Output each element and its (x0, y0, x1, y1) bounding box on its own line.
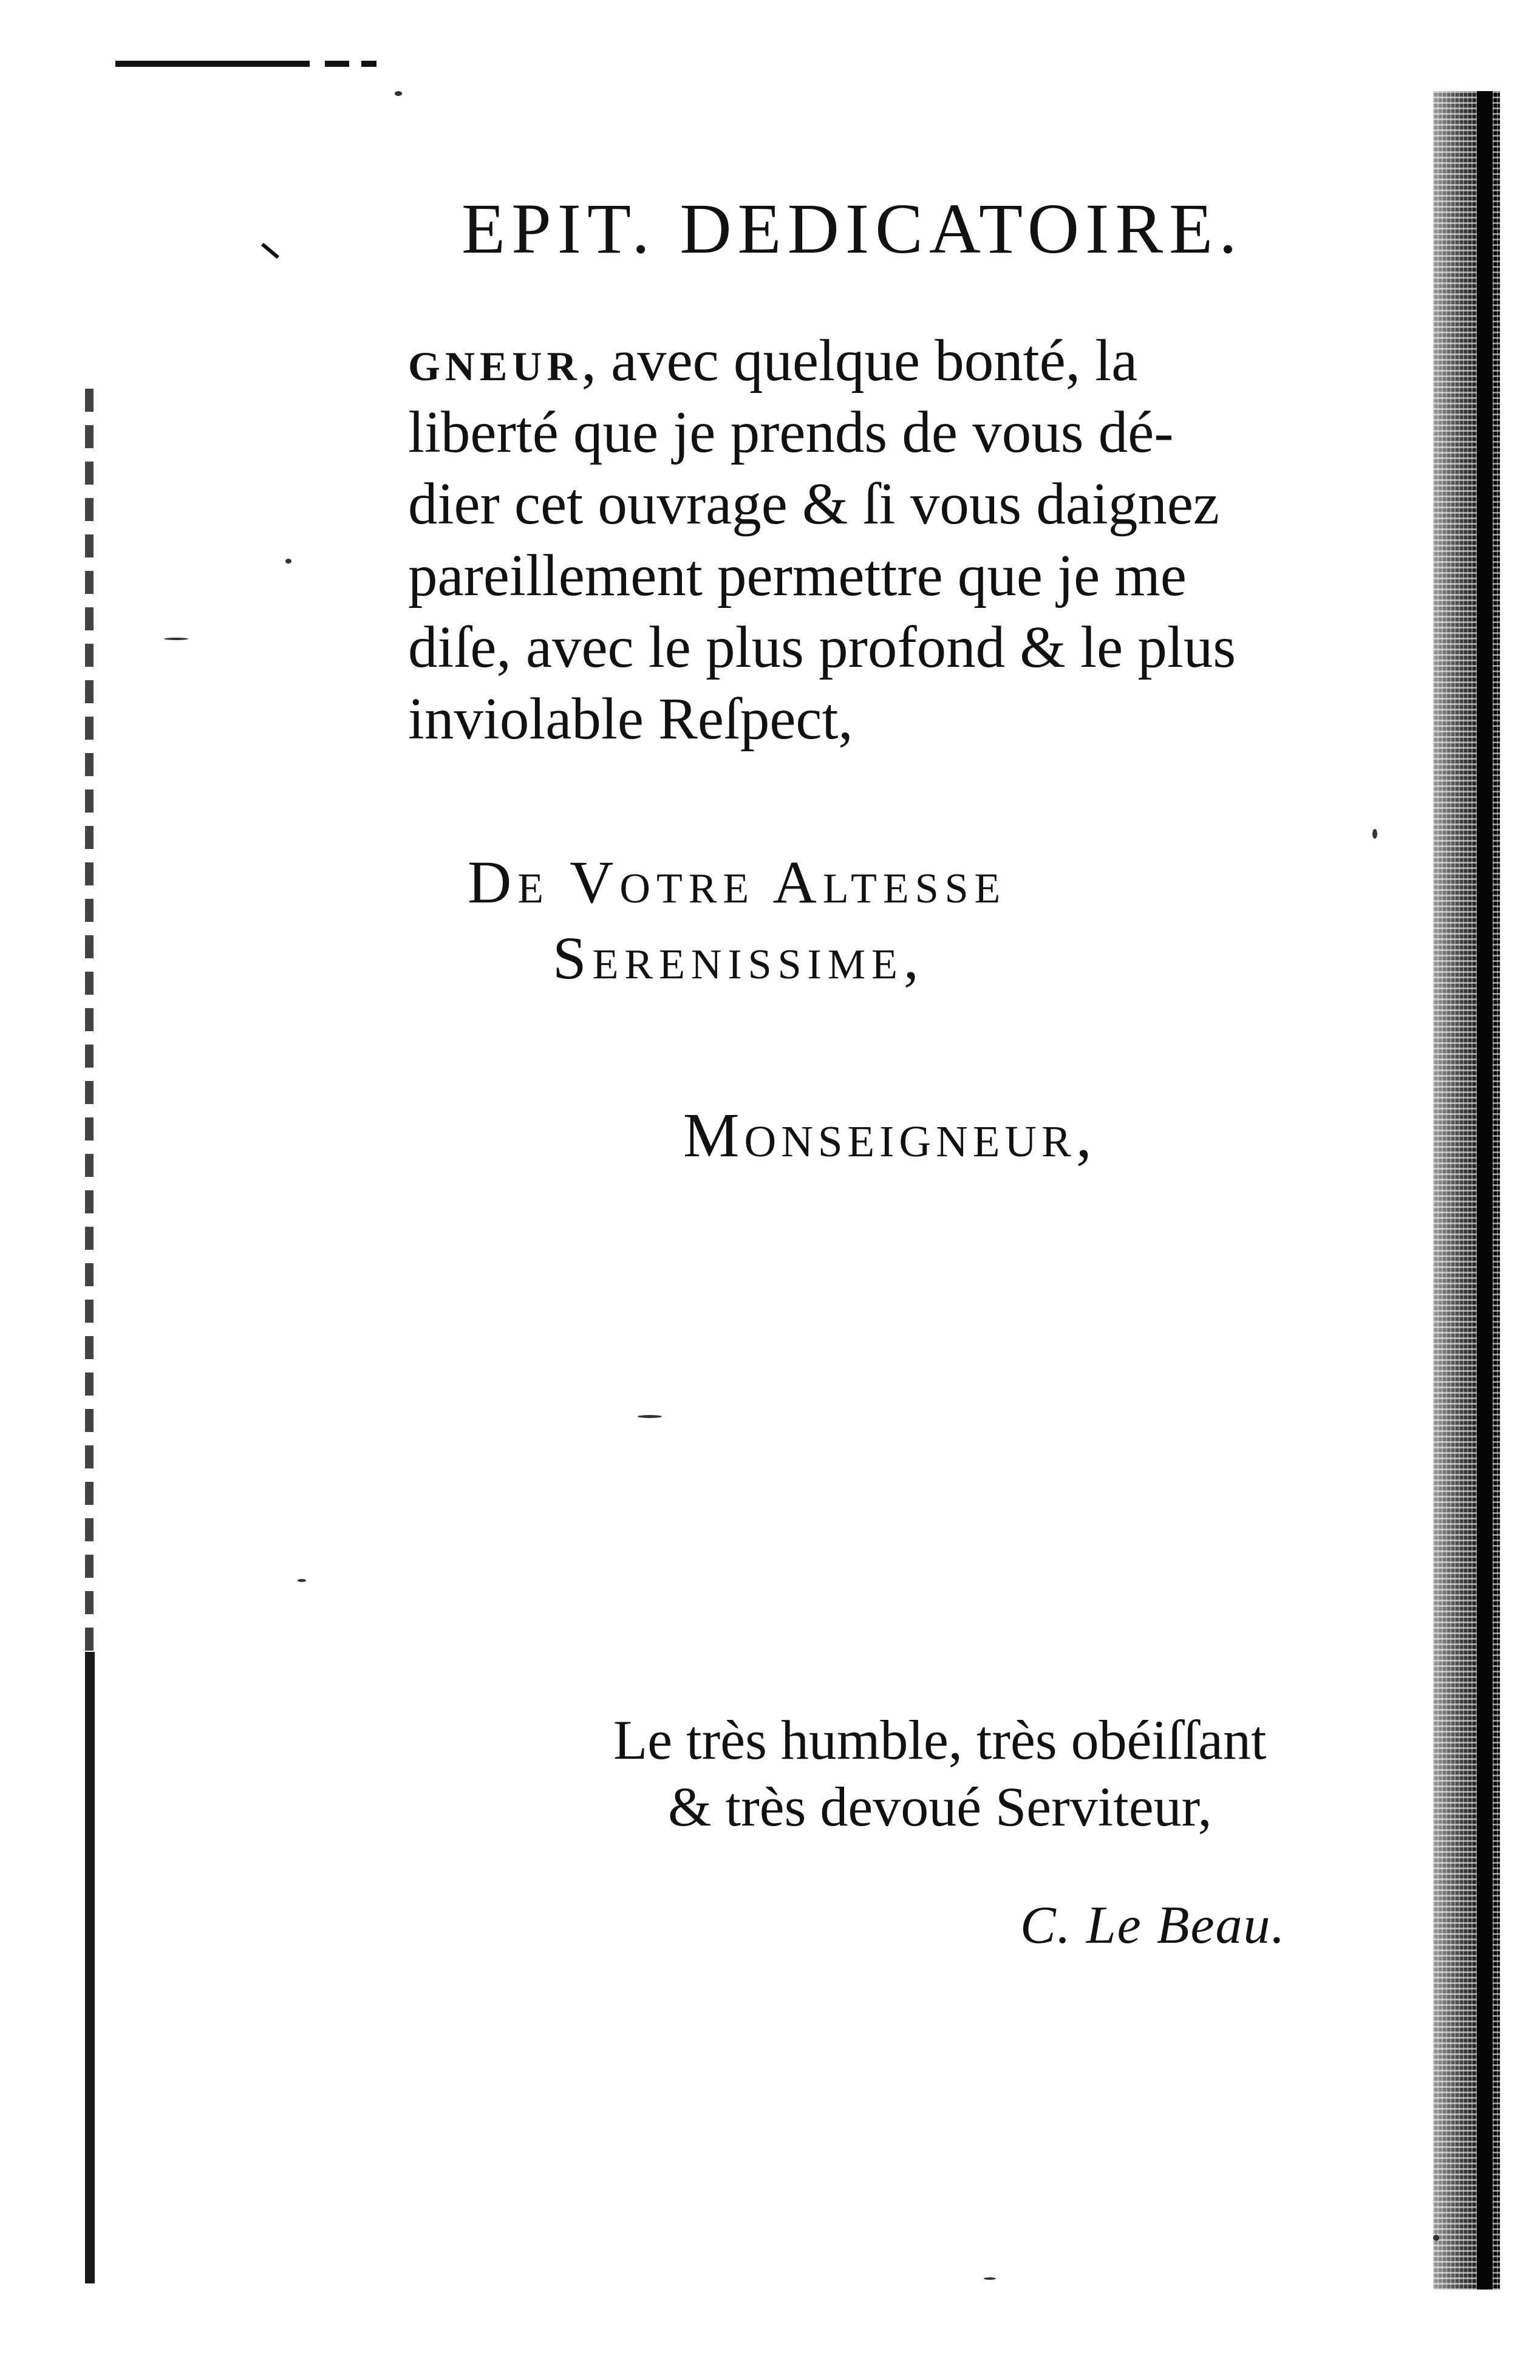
scan-speck (984, 2277, 996, 2280)
scan-speck (298, 1579, 306, 1582)
closing-line-2: & très devoué Serviteur, (668, 1776, 1212, 1838)
scan-speck (285, 559, 291, 564)
top-dashed-rule (115, 61, 376, 67)
body-line: dier cet ouvrage & ſi vous daignez (408, 471, 1219, 536)
scan-speck (164, 638, 188, 640)
signature: C. Le Beau. (1020, 1896, 1286, 1955)
body-line: liberté que je prends de vous dé- (408, 400, 1174, 465)
left-page-edge-lower (85, 1652, 95, 2283)
addressee-line-1: De Votre Altesse (468, 848, 1007, 916)
addressee-line-2: Serenissime, (553, 924, 925, 992)
scan-speck (638, 1415, 662, 1418)
body-line-text: , avec quelque bonté, la (581, 328, 1138, 393)
scan-speck (395, 91, 402, 96)
body-line-smallcaps: gneur (408, 328, 582, 393)
ink-mark (261, 243, 279, 259)
body-line (408, 325, 1380, 397)
running-head: EPIT. DEDICATOIRE. (462, 189, 1243, 268)
body-line: inviolable Reſpect, (408, 686, 853, 751)
scan-speck (1372, 829, 1377, 839)
addressee-block (468, 844, 1318, 996)
salutation: Monseigneur, (683, 1100, 1097, 1170)
closing-block (613, 1707, 1403, 1840)
dedication-body (408, 325, 1380, 755)
binding-shadow-core (1477, 91, 1493, 2290)
scan-speck (1433, 2235, 1439, 2241)
body-line: diſe, avec le plus profond & le plus (408, 615, 1236, 680)
closing-line-1: Le très humble, très obéiſſant (613, 1709, 1267, 1771)
body-line: pareillement permettre que je me (408, 543, 1187, 608)
